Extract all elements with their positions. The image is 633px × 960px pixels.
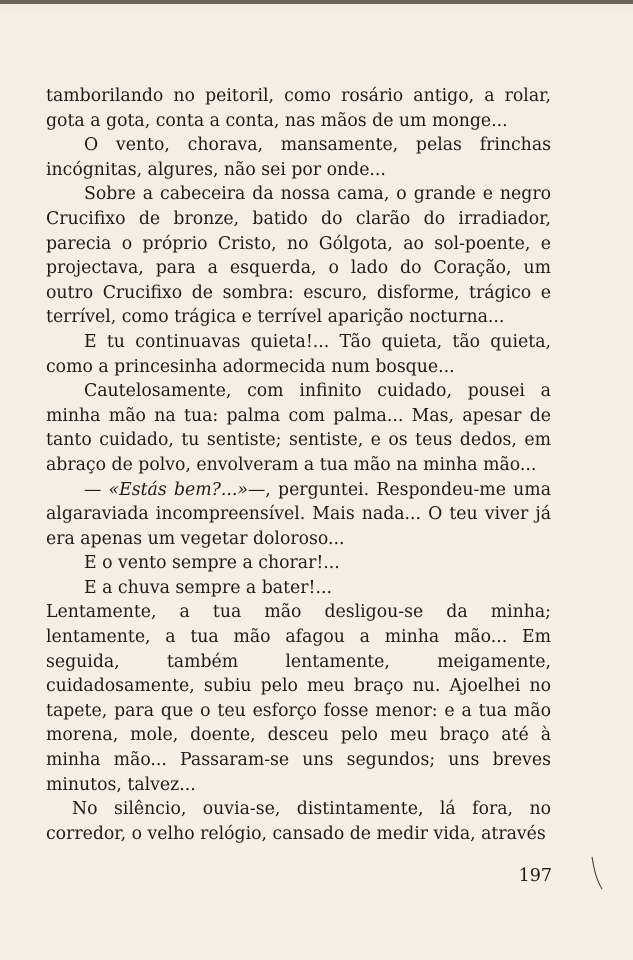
paragraph-4: E tu continuavas quieta!... Tão quieta, tão quieta, como a princesinha adormecida num bosque... — [46, 331, 551, 377]
body-text — [46, 84, 551, 846]
paragraph-3: Sobre a cabeceira da nossa cama, o grande e negro Crucifixo de bronze, batido do clarão do irradiador, parecia o próprio Cristo, no Gólgota, ao sol-poente, e projectava, para a esquerda, o lado do Coração, um outro Crucifixo de sombra: escuro, disforme, trágico e terrível, como trágica e terrível aparição nocturna... — [46, 184, 551, 328]
margin-mark — [590, 855, 604, 891]
paragraph-10: No silêncio, ouvia-se, distintamente, lá fora, no corredor, o velho relógio, cansado de medir vida, através — [46, 799, 551, 844]
page-number: 197 — [518, 866, 552, 886]
page-top-edge — [0, 0, 633, 4]
paragraph-6-dialogue: — «Estás bem?...»—, perguntei. Respondeu-me uma algaraviada incompreensível. Mais nada... O teu viver já era apenas um vegetar doloroso... — [46, 479, 551, 549]
paragraph-2: O vento, chorava, mansamente, pelas frinchas incógnitas, algures, não sei por onde... — [46, 135, 551, 180]
dialogue-quote: «Estás bem?...» — [108, 479, 248, 500]
paragraph-9: Lentamente, a tua mão desligou-se da minha; lentamente, a tua mão afagou a minha mão... Em seguida, também lentamente, meigamente, cuidadosamente, subiu pelo meu braço nu. Ajoelhei no tapete, para que o teu esforço fosse menor: e a tua mão morena, mole, doente, desceu pelo meu braço até à minha mão... Passaram-se uns segundos; uns breves minutos, talvez... — [46, 602, 551, 795]
paragraph-1: tamborilando no peitoril, como rosário antigo, a rolar, gota a gota, conta a conta, nas mãos de um monge... — [46, 86, 551, 131]
paragraph-8: E a chuva sempre a bater!... — [84, 577, 332, 598]
paragraph-5: Cautelosamente, com infinito cuidado, pousei a minha mão na tua: palma com palma... Mas, apesar de tanto cuidado, tu sentiste; sentiste, e os teus dedos, em abraço de polvo, envolveram a tua mão na minha mão... — [46, 381, 551, 475]
paragraph-7: E o vento sempre a chorar!... — [84, 553, 340, 574]
